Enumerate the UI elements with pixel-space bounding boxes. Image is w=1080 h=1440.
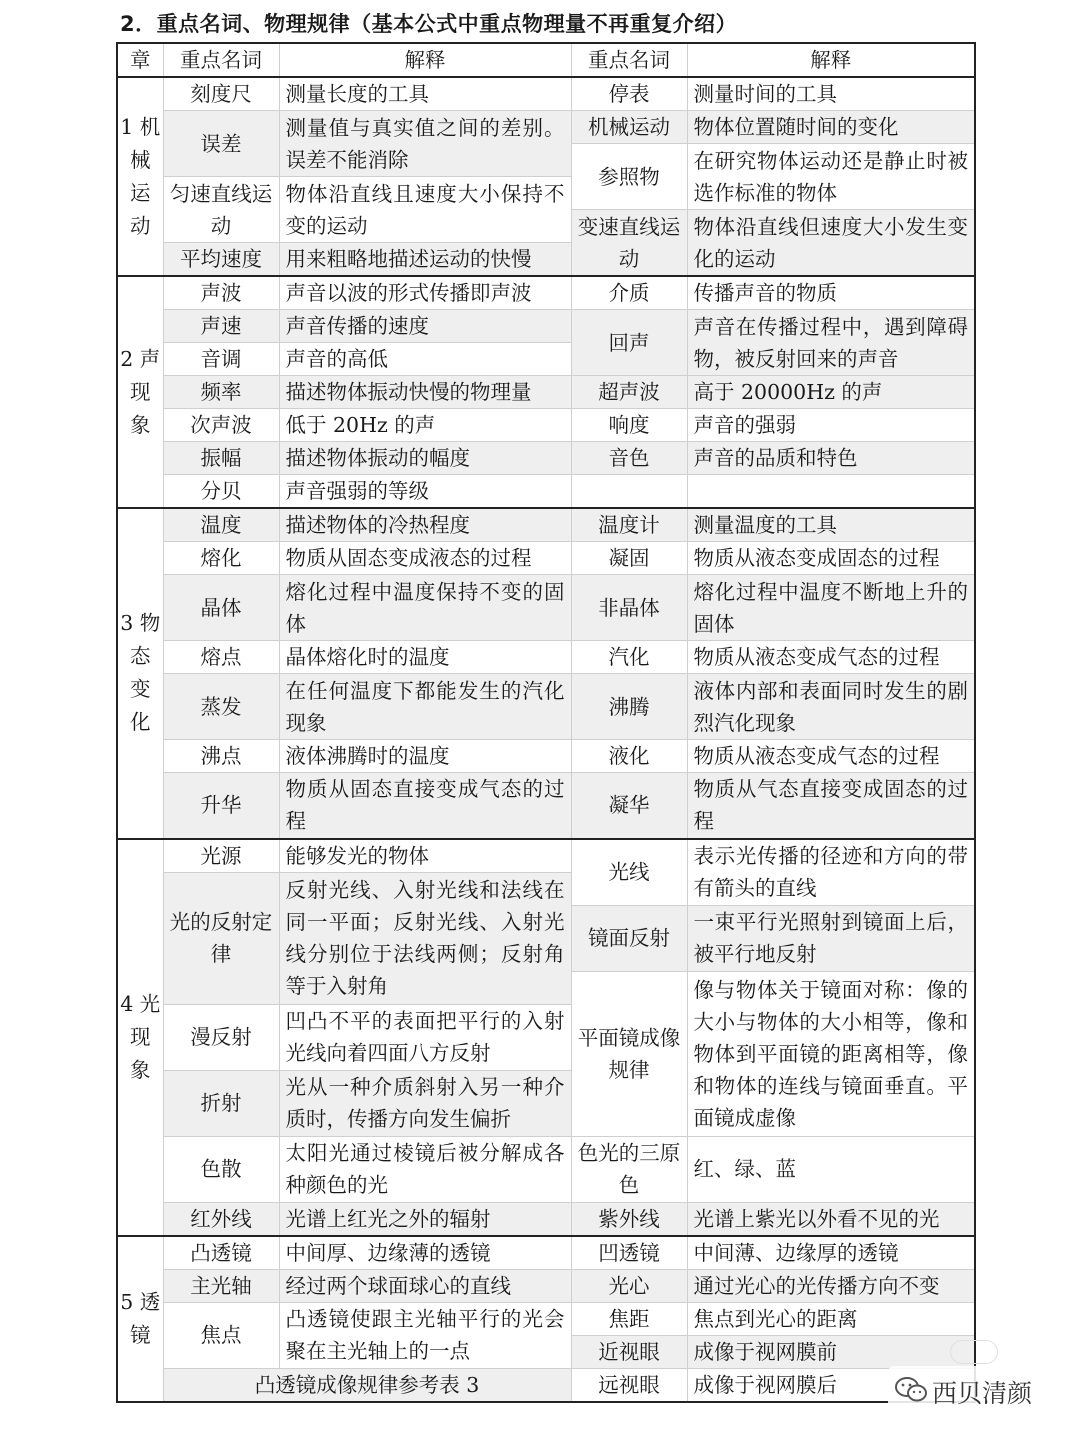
term-cell: 熔化 xyxy=(163,542,279,575)
term-cell: 分贝 xyxy=(163,475,279,509)
table-row xyxy=(117,1136,975,1169)
term-cell: 汽化 xyxy=(571,641,687,674)
term-cell: 凹透镜 xyxy=(571,1236,687,1270)
chapter-label-3: 3 物 态 变 化 xyxy=(117,508,163,839)
header-explanation-2: 解释 xyxy=(687,43,975,77)
table-row xyxy=(117,508,975,542)
explanation-cell: 熔化过程中温度保持不变的固体 xyxy=(279,575,571,641)
term-cell: 停表 xyxy=(571,77,687,111)
table-row xyxy=(117,1236,975,1270)
term-cell: 沸腾 xyxy=(571,674,687,740)
explanation-cell: 测量温度的工具 xyxy=(687,508,975,542)
term-cell: 光源 xyxy=(163,839,279,873)
term-cell: 声波 xyxy=(163,276,279,310)
term-cell: 色光的三原色 xyxy=(571,1136,687,1202)
table-header xyxy=(117,43,975,77)
explanation-cell: 表示光传播的径迹和方向的带有箭头的直线 xyxy=(687,839,975,906)
term-cell: 镜面反射 xyxy=(571,905,687,971)
explanation-cell: 能够发光的物体 xyxy=(279,839,571,873)
table-row xyxy=(117,1202,975,1236)
explanation-cell: 反射光线、入射光线和法线在同一平面；反射光线、入射光线分别位于法线两侧；反射角等于入射角 xyxy=(279,872,571,1004)
explanation-cell: 物体位置随时间的变化 xyxy=(687,111,975,144)
explanation-cell: 声音以波的形式传播即声波 xyxy=(279,276,571,310)
explanation-cell: 声音的强弱 xyxy=(687,409,975,442)
explanation-cell: 晶体熔化时的温度 xyxy=(279,641,571,674)
explanation-cell: 用来粗略地描述运动的快慢 xyxy=(279,243,571,277)
term-cell: 液化 xyxy=(571,740,687,773)
header-chapter: 章 xyxy=(117,43,163,77)
explanation-cell: 光谱上紫光以外看不见的光 xyxy=(687,1202,975,1236)
explanation-cell: 描述物体振动的幅度 xyxy=(279,442,571,475)
term-cell: 蒸发 xyxy=(163,674,279,740)
term-cell: 升华 xyxy=(163,773,279,839)
table-row xyxy=(117,442,975,475)
term-cell: 折射 xyxy=(163,1070,279,1136)
table-row xyxy=(117,839,975,873)
term-cell: 远视眼 xyxy=(571,1368,687,1402)
explanation-cell: 在任何温度下都能发生的汽化现象 xyxy=(279,674,571,740)
header-explanation: 解释 xyxy=(279,43,571,77)
physics-terms-table xyxy=(116,42,974,1403)
term-cell: 紫外线 xyxy=(571,1202,687,1236)
table-row xyxy=(117,276,975,310)
header-term: 重点名词 xyxy=(163,43,279,77)
explanation-cell: 物质从液态变成固态的过程 xyxy=(687,542,975,575)
explanation-cell: 物体沿直线但速度大小发生变化的运动 xyxy=(687,210,975,277)
term-cell: 回声 xyxy=(571,310,687,376)
term-cell: 凝华 xyxy=(571,773,687,839)
explanation-cell xyxy=(687,475,975,509)
explanation-cell: 描述物体振动快慢的物理量 xyxy=(279,376,571,409)
term-cell: 沸点 xyxy=(163,740,279,773)
table-row xyxy=(117,1302,975,1335)
term-cell: 频率 xyxy=(163,376,279,409)
term-cell: 色散 xyxy=(163,1136,279,1202)
chapter-label-2: 2 声 现 象 xyxy=(117,276,163,508)
explanation-cell: 物质从液态变成气态的过程 xyxy=(687,740,975,773)
term-cell: 主光轴 xyxy=(163,1269,279,1302)
explanation-cell: 凸透镜使跟主光轴平行的光会聚在主光轴上的一点 xyxy=(279,1302,571,1368)
term-cell: 变速直线运动 xyxy=(571,210,687,277)
term-cell: 参照物 xyxy=(571,144,687,210)
explanation-cell: 低于 20Hz 的声 xyxy=(279,409,571,442)
explanation-cell: 中间厚、边缘薄的透镜 xyxy=(279,1236,571,1270)
explanation-cell: 凹凸不平的表面把平行的入射光线向着四面八方反射 xyxy=(279,1004,571,1070)
explanation-cell: 高于 20000Hz 的声 xyxy=(687,376,975,409)
explanation-cell: 像与物体关于镜面对称：像的大小与物体的大小相等，像和物体到平面镜的距离相等，像和物体的连线与镜面垂直。平面镜成虚像 xyxy=(687,971,975,1136)
explanation-cell: 成像于视网膜后 xyxy=(687,1368,975,1402)
term-cell: 匀速直线运动 xyxy=(163,177,279,243)
wechat-icon xyxy=(894,1376,928,1404)
term-cell: 非晶体 xyxy=(571,575,687,641)
term-cell: 响度 xyxy=(571,409,687,442)
header-term-2: 重点名词 xyxy=(571,43,687,77)
explanation-cell: 物质从气态直接变成固态的过程 xyxy=(687,773,975,839)
explanation-cell: 声音强弱的等级 xyxy=(279,475,571,509)
term-cell: 凝固 xyxy=(571,542,687,575)
table-row xyxy=(117,475,975,509)
chapter-label-1: 1 机 械 运 动 xyxy=(117,77,163,276)
explanation-cell: 焦点到光心的距离 xyxy=(687,1302,975,1335)
term-cell: 刻度尺 xyxy=(163,77,279,111)
table-row xyxy=(117,1269,975,1302)
explanation-cell: 太阳光通过棱镜后被分解成各种颜色的光 xyxy=(279,1136,571,1202)
table-row xyxy=(117,1368,975,1402)
term-cell: 焦距 xyxy=(571,1302,687,1335)
explanation-cell: 测量值与真实值之间的差别。误差不能消除 xyxy=(279,111,571,177)
table-row xyxy=(117,740,975,773)
table-row xyxy=(117,409,975,442)
explanation-cell: 经过两个球面球心的直线 xyxy=(279,1269,571,1302)
term-cell: 熔点 xyxy=(163,641,279,674)
explanation-cell: 通过光心的光传播方向不变 xyxy=(687,1269,975,1302)
term-cell: 超声波 xyxy=(571,376,687,409)
explanation-cell: 红、绿、蓝 xyxy=(687,1136,975,1202)
term-cell: 红外线 xyxy=(163,1202,279,1236)
explanation-cell: 测量长度的工具 xyxy=(279,77,571,111)
explanation-cell: 在研究物体运动还是静止时被选作标准的物体 xyxy=(687,144,975,210)
explanation-cell: 中间薄、边缘厚的透镜 xyxy=(687,1236,975,1270)
explanation-cell: 传播声音的物质 xyxy=(687,276,975,310)
explanation-cell: 物体沿直线且速度大小保持不变的运动 xyxy=(279,177,571,243)
term-cell: 晶体 xyxy=(163,575,279,641)
term-cell: 平面镜成像规律 xyxy=(571,971,687,1136)
term-cell: 次声波 xyxy=(163,409,279,442)
term-cell: 光心 xyxy=(571,1269,687,1302)
term-cell: 平均速度 xyxy=(163,243,279,277)
explanation-cell: 声音的高低 xyxy=(279,343,571,376)
explanation-cell: 测量时间的工具 xyxy=(687,77,975,111)
term-cell: 振幅 xyxy=(163,442,279,475)
faint-stamp-mark xyxy=(950,1340,998,1364)
chapter-label-5: 5 透 镜 xyxy=(117,1236,163,1402)
term-cell: 近视眼 xyxy=(571,1335,687,1368)
table-row xyxy=(117,575,975,608)
explanation-cell: 声音传播的速度 xyxy=(279,310,571,343)
term-cell: 光的反射定律 xyxy=(163,872,279,1004)
table-row xyxy=(117,310,975,343)
explanation-cell: 物质从液态变成气态的过程 xyxy=(687,641,975,674)
explanation-cell: 物质从固态直接变成气态的过程 xyxy=(279,773,571,839)
term-cell: 机械运动 xyxy=(571,111,687,144)
term-cell: 温度 xyxy=(163,508,279,542)
explanation-cell: 描述物体的冷热程度 xyxy=(279,508,571,542)
explanation-cell: 光谱上红光之外的辐射 xyxy=(279,1202,571,1236)
explanation-cell: 声音的品质和特色 xyxy=(687,442,975,475)
explanation-cell: 液体内部和表面同时发生的剧烈汽化现象 xyxy=(687,674,975,740)
term-cell: 漫反射 xyxy=(163,1004,279,1070)
reference-note: 凸透镜成像规律参考表 3 xyxy=(163,1368,571,1402)
term-cell: 音调 xyxy=(163,343,279,376)
wechat-watermark xyxy=(888,1366,1063,1416)
table-row xyxy=(117,542,975,575)
term-cell: 介质 xyxy=(571,276,687,310)
chapter-label-4: 4 光 现 象 xyxy=(117,839,163,1236)
term-cell: 音色 xyxy=(571,442,687,475)
term-cell: 声速 xyxy=(163,310,279,343)
explanation-cell: 液体沸腾时的温度 xyxy=(279,740,571,773)
term-cell: 误差 xyxy=(163,111,279,177)
section-title: 2．重点名词、物理规律（基本公式中重点物理量不再重复介绍） xyxy=(120,12,738,36)
term-cell: 温度计 xyxy=(571,508,687,542)
table-row xyxy=(117,773,975,806)
watermark-text: 西贝清颜 xyxy=(932,1379,1033,1408)
explanation-cell: 成像于视网膜前 xyxy=(687,1335,975,1368)
table-row xyxy=(117,641,975,674)
explanation-cell: 熔化过程中温度不断地上升的固体 xyxy=(687,575,975,641)
term-cell xyxy=(571,475,687,509)
table-row xyxy=(117,674,975,707)
table-row xyxy=(117,111,975,144)
term-cell: 焦点 xyxy=(163,1302,279,1368)
explanation-cell: 一束平行光照射到镜面上后，被平行地反射 xyxy=(687,905,975,971)
term-cell: 光线 xyxy=(571,839,687,906)
term-cell: 凸透镜 xyxy=(163,1236,279,1270)
table-row xyxy=(117,77,975,111)
explanation-cell: 光从一种介质斜射入另一种介质时，传播方向发生偏折 xyxy=(279,1070,571,1136)
explanation-cell: 声音在传播过程中，遇到障碍物，被反射回来的声音 xyxy=(687,310,975,376)
explanation-cell: 物质从固态变成液态的过程 xyxy=(279,542,571,575)
table-row xyxy=(117,376,975,409)
